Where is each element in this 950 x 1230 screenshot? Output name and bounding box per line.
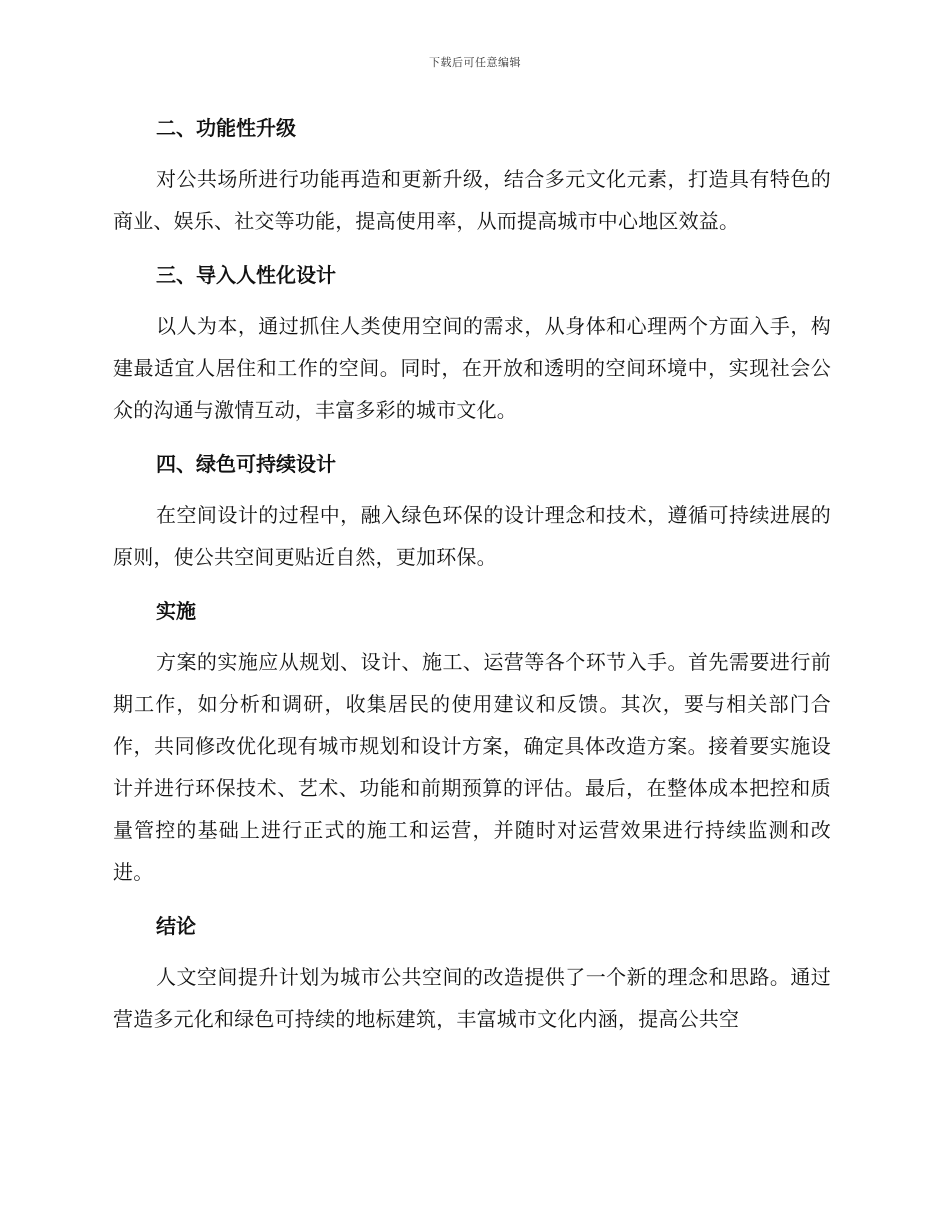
section-heading-implementation: 实施 (156, 599, 196, 623)
document-body (113, 108, 831, 1040)
page-header: 下载后可任意编辑 (429, 56, 521, 69)
section-heading-humanized-design: 三、导入人性化设计 (156, 263, 336, 287)
section-paragraph-green-design: 在空间设计的过程中，融入绿色环保的设计理念和技术，遵循可持续进展的原则，使公共空间更贴近自然，更加环保。 (113, 503, 831, 569)
section-paragraph-functional-upgrade: 对公共场所进行功能再造和更新升级，结合多元文化元素，打造具有特色的商业、娱乐、社交等功能，提高使用率，从而提高城市中心地区效益。 (113, 167, 831, 233)
section-paragraph-humanized-design: 以人为本，通过抓住人类使用空间的需求，从身体和心理两个方面入手，构建最适宜人居住和工作的空间。同时，在开放和透明的空间环境中，实现社会公众的沟通与激情互动，丰富多彩的城市文化。 (113, 314, 831, 422)
section-heading-functional-upgrade: 二、功能性升级 (156, 116, 296, 140)
section-paragraph-implementation: 方案的实施应从规划、设计、施工、运营等各个环节入手。首先需要进行前期工作，如分析和调研，收集居民的使用建议和反馈。其次，要与相关部门合作，共同修改优化现有城市规划和设计方案，确定具体改造方案。接着要实施设计并进行环保技术、艺术、功能和前期预算的评估。最后，在整体成本把控和质量管控的基础上进行正式的施工和运营，并随时对运营效果进行持续监测和改进。 (113, 650, 831, 884)
section-paragraph-conclusion: 人文空间提升计划为城市公共空间的改造提供了一个新的理念和思路。通过营造多元化和绿色可持续的地标建筑，丰富城市文化内涵，提高公共空 (113, 965, 831, 1031)
section-heading-conclusion: 结论 (156, 914, 196, 938)
section-heading-green-design: 四、绿色可持续设计 (156, 452, 336, 476)
